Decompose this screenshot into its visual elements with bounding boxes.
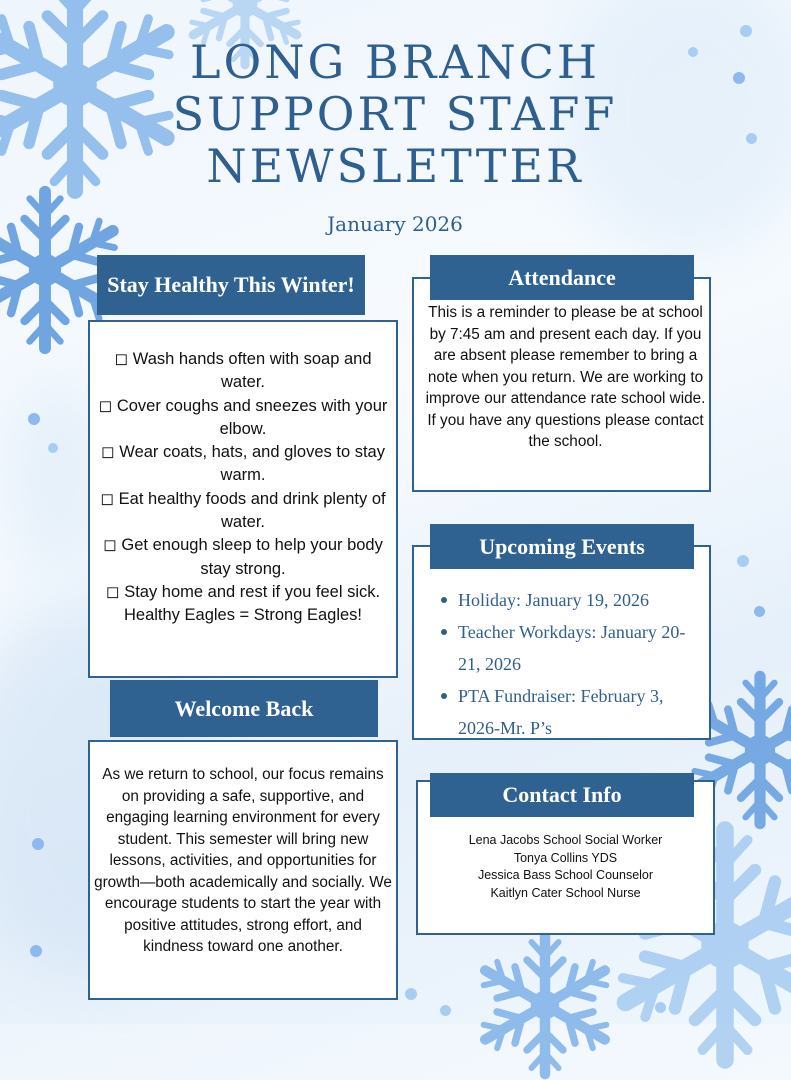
attendance-section-heading: Attendance [430,255,694,300]
events-section-heading: Upcoming Events [430,524,694,569]
contact-list [424,832,707,902]
snow-dot [737,555,749,567]
healthy-tip: ◻ Cover coughs and sneezes with your elbow. [98,396,388,438]
snow-dot [28,413,40,425]
healthy-tip: ◻ Stay home and rest if you feel sick. [105,582,381,601]
snow-dot [655,1002,666,1013]
contact-person: Lena Jacobs School Social Worker [468,833,663,847]
snow-dot [733,72,745,84]
newsletter-title: LONG BRANCH SUPPORT STAFF NEWSLETTER [172,35,618,193]
contact-person: Tonya Collins YDS [513,850,618,865]
healthy-tip: ◻ Get enough sleep to help your body stay strong. [103,536,383,578]
event-item: Teacher Workdays: January 20-21, 2026 [438,616,700,680]
healthy-tip: ◻ Wash hands often with soap and water. [114,350,372,392]
snow-dot [48,443,58,453]
contact-person: Jessica Bass School Counselor [477,868,654,882]
snow-dot [32,838,44,850]
newsletter-date: January 2026 [327,212,463,236]
snow-dot [740,25,752,37]
contact-section-heading: Contact Info [430,773,694,817]
welcome-body: As we return to school, our focus remains on providing a safe, supportive, and engaging learning environment for every student. This semester will bring new lessons, activities, and opportunities for growth—both academically and socially. We encourage students to start the year with positive attitudes, strong effort, and kindness toward one another. [94,766,392,955]
healthy-section-heading: Stay Healthy This Winter! [97,255,365,315]
contact-person: Kaitlyn Cater School Nurse [490,885,641,900]
snow-dot [30,945,42,957]
snow-dot [688,47,698,57]
snow-dot [754,606,765,617]
snow-dot [440,1005,451,1016]
snowflake-icon [470,930,620,1080]
attendance-body: This is a reminder to please be at school by 7:45 am and present each day. If you are absent please remember to bring a note when you return. We are working to improve our attendance rate school wide. If you have any questions please contact the school. [425,304,706,450]
healthy-tip: ◻ Eat healthy foods and drink plenty of water. [100,489,386,532]
event-item: PTA Fundraiser: February 3, 2026-Mr. P’s [438,680,700,744]
healthy-tip: ◻ Wear coats, hats, and gloves to stay warm. [101,443,385,485]
healthy-tips-list [96,348,390,628]
events-list [438,584,700,744]
snow-dot [405,988,417,1000]
event-item: Holiday: January 19, 2026 [438,584,700,616]
healthy-slogan: Healthy Eagles = Strong Eagles! [123,606,363,625]
snow-dot [746,133,757,144]
welcome-section-heading: Welcome Back [110,680,378,737]
